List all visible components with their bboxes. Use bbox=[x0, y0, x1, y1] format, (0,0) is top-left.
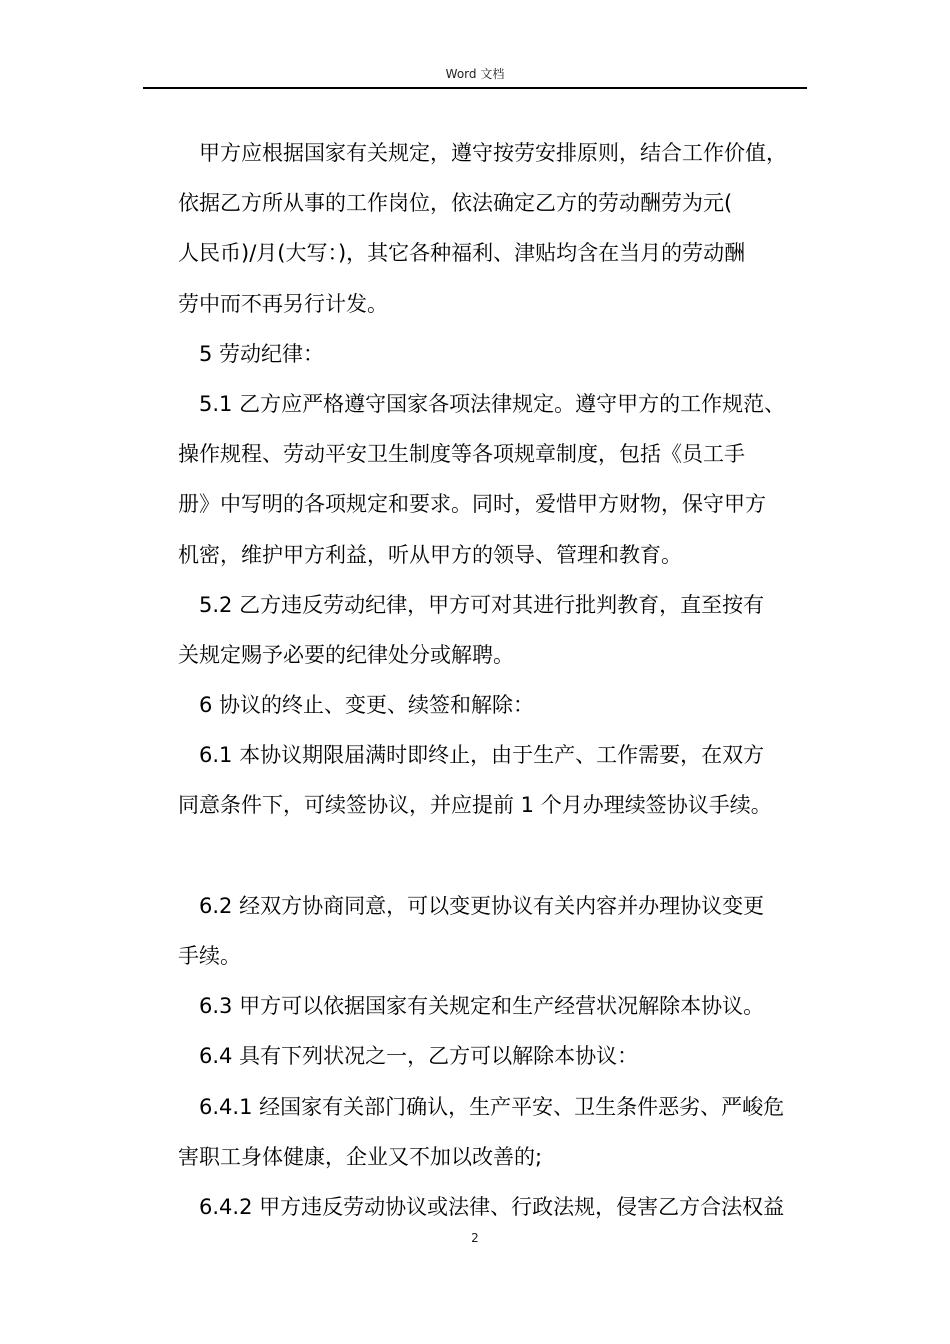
document-body bbox=[178, 128, 814, 1232]
page-header-title: Word 文档 bbox=[445, 67, 505, 81]
paragraph-line: 5.2 乙方违反劳动纪律，甲方可对其进行批判教育，直至按有 bbox=[199, 592, 765, 617]
paragraph-line: 5.1 乙方应严格遵守国家各项法律规定。遵守甲方的工作规范、 bbox=[199, 391, 786, 416]
paragraph-line: 依据乙方所从事的工作岗位，依法确定乙方的劳动酬劳为元( bbox=[178, 191, 733, 216]
paragraph-line: 手续。 bbox=[178, 944, 241, 968]
paragraph-line: 操作规程、劳动平安卫生制度等各项规章制度，包括《员工手 bbox=[178, 442, 745, 467]
page-number: 2 bbox=[471, 1231, 479, 1245]
paragraph-line: 害职工身体健康，企业又不加以改善的; bbox=[178, 1144, 543, 1169]
header-divider bbox=[143, 87, 807, 89]
paragraph-line: 6.4 具有下列状况之一，乙方可以解除本协议： bbox=[199, 1044, 639, 1069]
paragraph-line: 人民币)/月(大写：)，其它各种福利、津贴均含在当月的劳动酬 bbox=[178, 241, 746, 266]
section-heading: 5 劳动纪律： bbox=[199, 341, 325, 366]
section-heading: 6 协议的终止、变更、续签和解除： bbox=[199, 693, 535, 718]
paragraph-line: 关规定赐予必要的纪律处分或解聘。 bbox=[178, 642, 514, 667]
paragraph-line: 同意条件下，可续签协议，并应提前 1 个月办理续签协议手续。 bbox=[178, 793, 772, 818]
paragraph-line: 6.3 甲方可以依据国家有关规定和生产经营状况解除本协议。 bbox=[199, 994, 765, 1019]
paragraph-line: 劳中而不再另行计发。 bbox=[178, 291, 388, 316]
paragraph-line: 6.4.1 经国家有关部门确认，生产平安、卫生条件恶劣、严峻危 bbox=[199, 1094, 785, 1119]
paragraph-gap bbox=[178, 831, 814, 881]
paragraph-line: 6.4.2 甲方违反劳动协议或法律、行政法规，侵害乙方合法权益 bbox=[199, 1194, 785, 1219]
paragraph-line: 6.1 本协议期限届满时即终止，由于生产、工作需要，在双方 bbox=[199, 743, 765, 768]
paragraph-line: 册》中写明的各项规定和要求。同时，爱惜甲方财物，保守甲方 bbox=[178, 492, 766, 517]
paragraph-line: 6.2 经双方协商同意，可以变更协议有关内容并办理协议变更 bbox=[199, 893, 765, 918]
paragraph-line: 机密，维护甲方利益，听从甲方的领导、管理和教育。 bbox=[178, 542, 682, 567]
paragraph-line: 甲方应根据国家有关规定，遵守按劳安排原则，结合工作价值， bbox=[199, 141, 787, 165]
